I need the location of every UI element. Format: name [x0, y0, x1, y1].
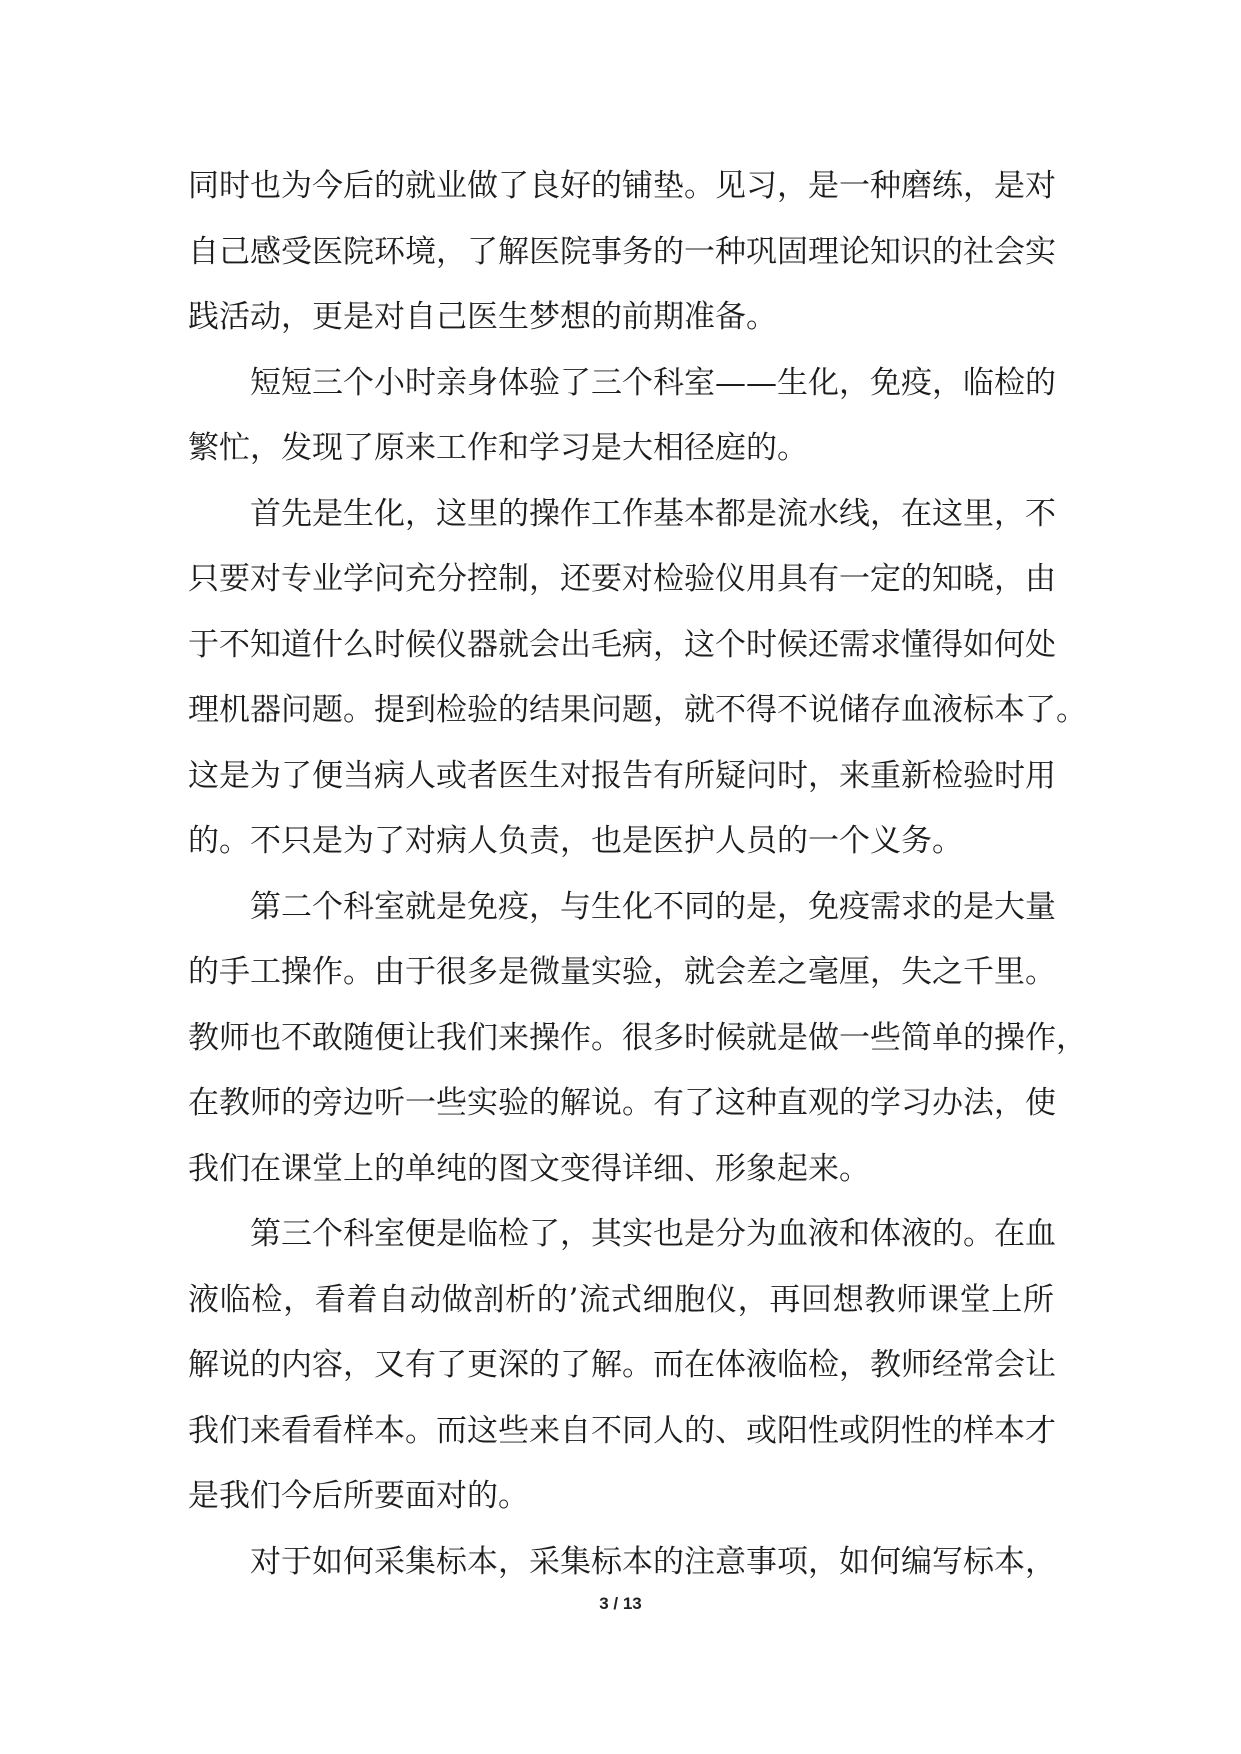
- page-number: 3 / 13: [599, 1594, 642, 1613]
- text-line: 液临检，看着自动做剖析的’流式细胞仪，再回想教师课堂上所: [188, 1281, 1054, 1318]
- text-line: 在教师的旁边听一些实验的解说。有了这种直观的学习办法，使: [188, 1085, 1056, 1121]
- text-line: 践活动，更是对自己医生梦想的前期准备。: [188, 299, 777, 335]
- text-line: 同时也为今后的就业做了良好的铺垫。见习，是一种磨练，是对: [188, 168, 1056, 204]
- text-line: 自己感受医院环境，了解医院事务的一种巩固理论知识的社会实: [188, 233, 1056, 270]
- text-line: 第三个科室便是临检了，其实也是分为血液和体液的。在血: [250, 1216, 1056, 1252]
- text-line: 对于如何采集标本，采集标本的注意事项，如何编写标本，: [250, 1543, 1056, 1580]
- text-line: 第二个科室就是免疫，与生化不同的是，免疫需求的是大量: [250, 888, 1056, 925]
- text-line: 繁忙，发现了原来工作和学习是大相径庭的。: [188, 430, 808, 466]
- text-line: 只要对专业学问充分控制，还要对检验仪用具有一定的知晓，由: [188, 561, 1056, 597]
- text-line: 理机器问题。提到检验的结果问题，就不得不说储存血液标本了。: [188, 692, 1087, 728]
- text-line: 这是为了便当病人或者医生对报告有所疑问时，来重新检验时用: [188, 757, 1056, 794]
- text-line: 教师也不敢随便让我们来操作。很多时候就是做一些简单的操作，: [188, 1019, 1087, 1056]
- text-line: 于不知道什么时候仪器就会出毛病，这个时候还需求懂得如何处: [188, 626, 1056, 663]
- text-line: 解说的内容，又有了更深的了解。而在体液临检，教师经常会让: [188, 1347, 1056, 1383]
- text-line: 的。不只是为了对病人负责，也是医护人员的一个义务。: [188, 823, 963, 859]
- text-line: 短短三个小时亲身体验了三个科室——生化，免疫，临检的: [250, 364, 1056, 401]
- text-line: 首先是生化，这里的操作工作基本都是流水线，在这里，不: [250, 495, 1056, 532]
- document-body: [188, 154, 1087, 1595]
- text-line: 我们来看看样本。而这些来自不同人的、或阳性或阴性的样本才: [188, 1412, 1056, 1449]
- text-line: 我们在课堂上的单纯的图文变得详细、形象起来。: [188, 1150, 870, 1187]
- text-line: 的手工操作。由于很多是微量实验，就会差之毫厘，失之千里。: [188, 954, 1056, 990]
- text-line: 是我们今后所要面对的。: [188, 1478, 529, 1514]
